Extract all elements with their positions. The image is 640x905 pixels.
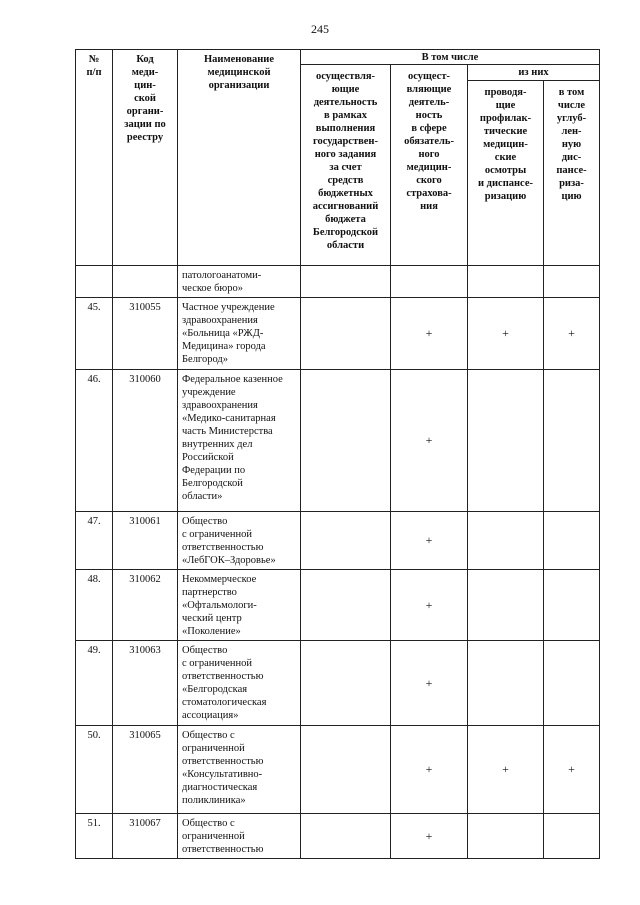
table-row xyxy=(76,266,600,298)
row-num: 50. xyxy=(76,726,113,814)
table-row xyxy=(76,641,600,726)
row-prof xyxy=(468,266,544,298)
header-name: Наименование медицинской организации xyxy=(178,50,301,266)
row-prof xyxy=(468,641,544,726)
row-num: 45. xyxy=(76,298,113,370)
row-deep xyxy=(544,814,600,859)
table-row xyxy=(76,370,600,512)
row-code: 310062 xyxy=(113,570,178,641)
row-deep xyxy=(544,512,600,570)
row-deep xyxy=(544,570,600,641)
row-prof xyxy=(468,512,544,570)
row-budget xyxy=(301,814,391,859)
row-name: Общество с ограниченной ответственностью «ЛебГОК–Здоровье» xyxy=(178,512,301,570)
row-prof xyxy=(468,370,544,512)
page-number: 245 xyxy=(311,22,329,36)
row-budget xyxy=(301,512,391,570)
header-including: В том числе xyxy=(301,50,600,65)
table-row xyxy=(76,814,600,859)
row-name: Некоммерческое партнерство «Офтальмологи- ческий центр «Поколение» xyxy=(178,570,301,641)
row-oms: + xyxy=(391,570,468,641)
header-of-them: из них xyxy=(468,65,600,81)
header-oms: осущест- вляющие деятель- ность в сфере обязатель- ного медицин- ского страхова- ния xyxy=(391,65,468,266)
medical-organizations-table xyxy=(75,49,600,859)
table-row xyxy=(76,570,600,641)
row-budget xyxy=(301,266,391,298)
row-oms: + xyxy=(391,298,468,370)
row-prof: + xyxy=(468,298,544,370)
row-name: Общество с ограниченной ответственностью «Консультативно- диагностическая поликлиника» xyxy=(178,726,301,814)
row-name: Федеральное казенное учреждение здравоохранения «Медико-санитарная часть Министерства внутренних дел Российской Федерации по Белгородской области» xyxy=(178,370,301,512)
row-deep xyxy=(544,641,600,726)
row-num xyxy=(76,266,113,298)
row-num: 49. xyxy=(76,641,113,726)
header-budget: осуществля- ющие деятельность в рамках выполнения государствен- ного задания за счет средств бюджетных ассигнований бюджета Белгородской области xyxy=(301,65,391,266)
row-oms: + xyxy=(391,641,468,726)
header-deep: в том числе углуб- лен- ную дис- пансе- риза- цию xyxy=(544,81,600,266)
row-code: 310055 xyxy=(113,298,178,370)
table-row xyxy=(76,298,600,370)
row-prof xyxy=(468,814,544,859)
row-oms: + xyxy=(391,370,468,512)
table-row xyxy=(76,726,600,814)
header-prof: проводя- щие профилак- тические медицин- ские осмотры и диспансе- ризацию xyxy=(468,81,544,266)
row-name: Общество с ограниченной ответственностью xyxy=(178,814,301,859)
row-budget xyxy=(301,726,391,814)
row-oms: + xyxy=(391,726,468,814)
row-oms: + xyxy=(391,814,468,859)
row-name: Частное учреждение здравоохранения «Больница «РЖД- Медицина» города Белгород» xyxy=(178,298,301,370)
row-prof: + xyxy=(468,726,544,814)
header-num: № п/п xyxy=(76,50,113,266)
row-deep xyxy=(544,370,600,512)
row-code: 310065 xyxy=(113,726,178,814)
row-num: 46. xyxy=(76,370,113,512)
row-prof xyxy=(468,570,544,641)
row-deep xyxy=(544,266,600,298)
row-budget xyxy=(301,641,391,726)
row-oms xyxy=(391,266,468,298)
row-code xyxy=(113,266,178,298)
row-name: патологоанатоми- ческое бюро» xyxy=(178,266,301,298)
row-num: 47. xyxy=(76,512,113,570)
table-row xyxy=(76,512,600,570)
row-budget xyxy=(301,370,391,512)
row-deep: + xyxy=(544,726,600,814)
row-name: Общество с ограниченной ответственностью «Белгородская стоматологическая ассоциация» xyxy=(178,641,301,726)
row-code: 310067 xyxy=(113,814,178,859)
header-code: Код меди- цин- ской органи- зации по реестру xyxy=(113,50,178,266)
row-num: 48. xyxy=(76,570,113,641)
row-budget xyxy=(301,570,391,641)
row-oms: + xyxy=(391,512,468,570)
row-num: 51. xyxy=(76,814,113,859)
row-code: 310063 xyxy=(113,641,178,726)
row-budget xyxy=(301,298,391,370)
row-code: 310060 xyxy=(113,370,178,512)
row-code: 310061 xyxy=(113,512,178,570)
row-deep: + xyxy=(544,298,600,370)
